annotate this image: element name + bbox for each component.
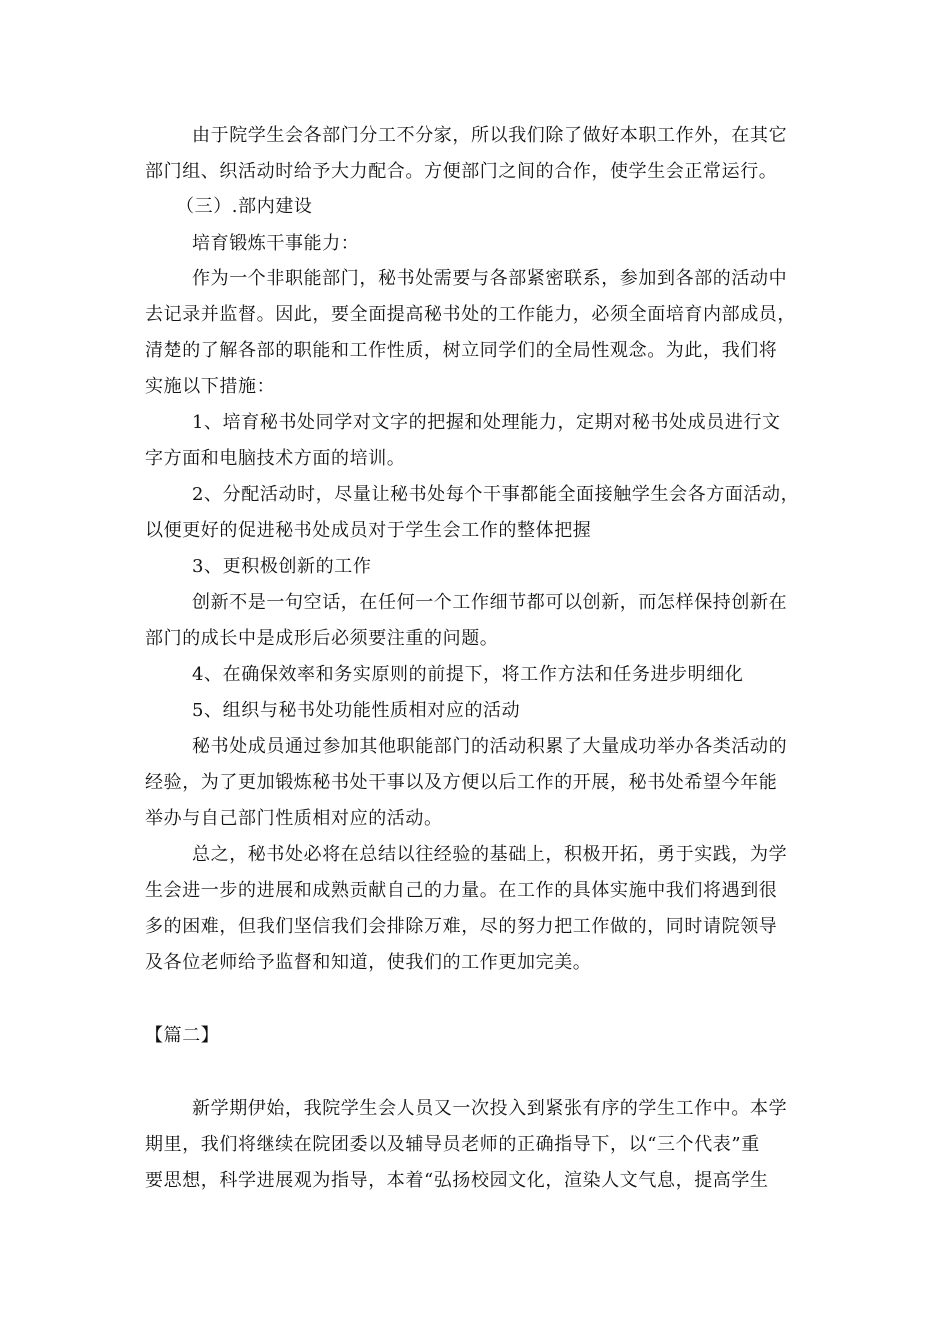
paragraph-line: 创新不是一句空话，在任何一个工作细节都可以创新，而怎样保持创新在 [192, 592, 788, 613]
section-title: 【篇二】 [145, 1025, 220, 1046]
paragraph-line: 实施以下措施： [145, 376, 276, 397]
paragraph-line: 部门的成长中是成形后必须要注重的问题。 [145, 628, 499, 649]
subheading: 培育锻炼干事能力： [192, 233, 360, 254]
paragraph-line: 部门组、织活动时给予大力配合。方便部门之间的合作，使学生会正常运行。 [145, 161, 778, 182]
list-item: 5、组织与秘书处功能性质相对应的活动 [192, 700, 521, 721]
paragraph-line: 清楚的了解各部的职能和工作性质，树立同学们的全局性观念。为此，我们将 [145, 340, 778, 361]
paragraph-line: 总之，秘书处必将在总结以往经验的基础上，积极开拓，勇于实践，为学 [192, 844, 788, 865]
list-item: 1、培育秘书处同学对文字的把握和处理能力，定期对秘书处成员进行文 [192, 412, 781, 433]
paragraph-line: 举办与自己部门性质相对应的活动。 [145, 808, 443, 829]
paragraph-line: 字方面和电脑技术方面的培训。 [145, 448, 406, 469]
paragraph-line: 以便更好的促进秘书处成员对于学生会工作的整体把握 [145, 520, 592, 541]
paragraph-line: 期里，我们将继续在院团委以及辅导员老师的正确指导下，以“三个代表”重 [145, 1134, 760, 1155]
paragraph-line: 多的困难，但我们坚信我们会排除万难，尽的努力把工作做的，同时请院领导 [145, 916, 778, 937]
paragraph-line: 要思想，科学进展观为指导，本着“弘扬校园文化，渲染人文气息，提高学生 [145, 1170, 769, 1191]
list-item: 2、分配活动时，尽量让秘书处每个干事都能全面接触学生会各方面活动， [192, 484, 800, 505]
section-heading: （三）.部内建设 [176, 196, 313, 217]
paragraph-line: 作为一个非职能部门，秘书处需要与各部紧密联系，参加到各部的活动中 [192, 268, 788, 289]
list-item: 4、在确保效率和务实原则的前提下，将工作方法和任务进步明细化 [192, 664, 744, 685]
paragraph-line: 及各位老师给予监督和知道，使我们的工作更加完美。 [145, 952, 592, 973]
paragraph-line: 秘书处成员通过参加其他职能部门的活动积累了大量成功举办各类活动的 [192, 736, 788, 757]
list-item: 3、更积极创新的工作 [192, 556, 372, 577]
paragraph-line: 生会进一步的进展和成熟贡献自己的力量。在工作的具体实施中我们将遇到很 [145, 880, 778, 901]
paragraph-line: 新学期伊始，我院学生会人员又一次投入到紧张有序的学生工作中。本学 [192, 1098, 788, 1119]
paragraph-line: 经验，为了更加锻炼秘书处干事以及方便以后工作的开展，秘书处希望今年能 [145, 772, 778, 793]
paragraph-line: 由于院学生会各部门分工不分家，所以我们除了做好本职工作外，在其它 [192, 125, 788, 146]
paragraph-line: 去记录并监督。因此，要全面提高秘书处的工作能力，必须全面培育内部成员， [145, 304, 796, 325]
